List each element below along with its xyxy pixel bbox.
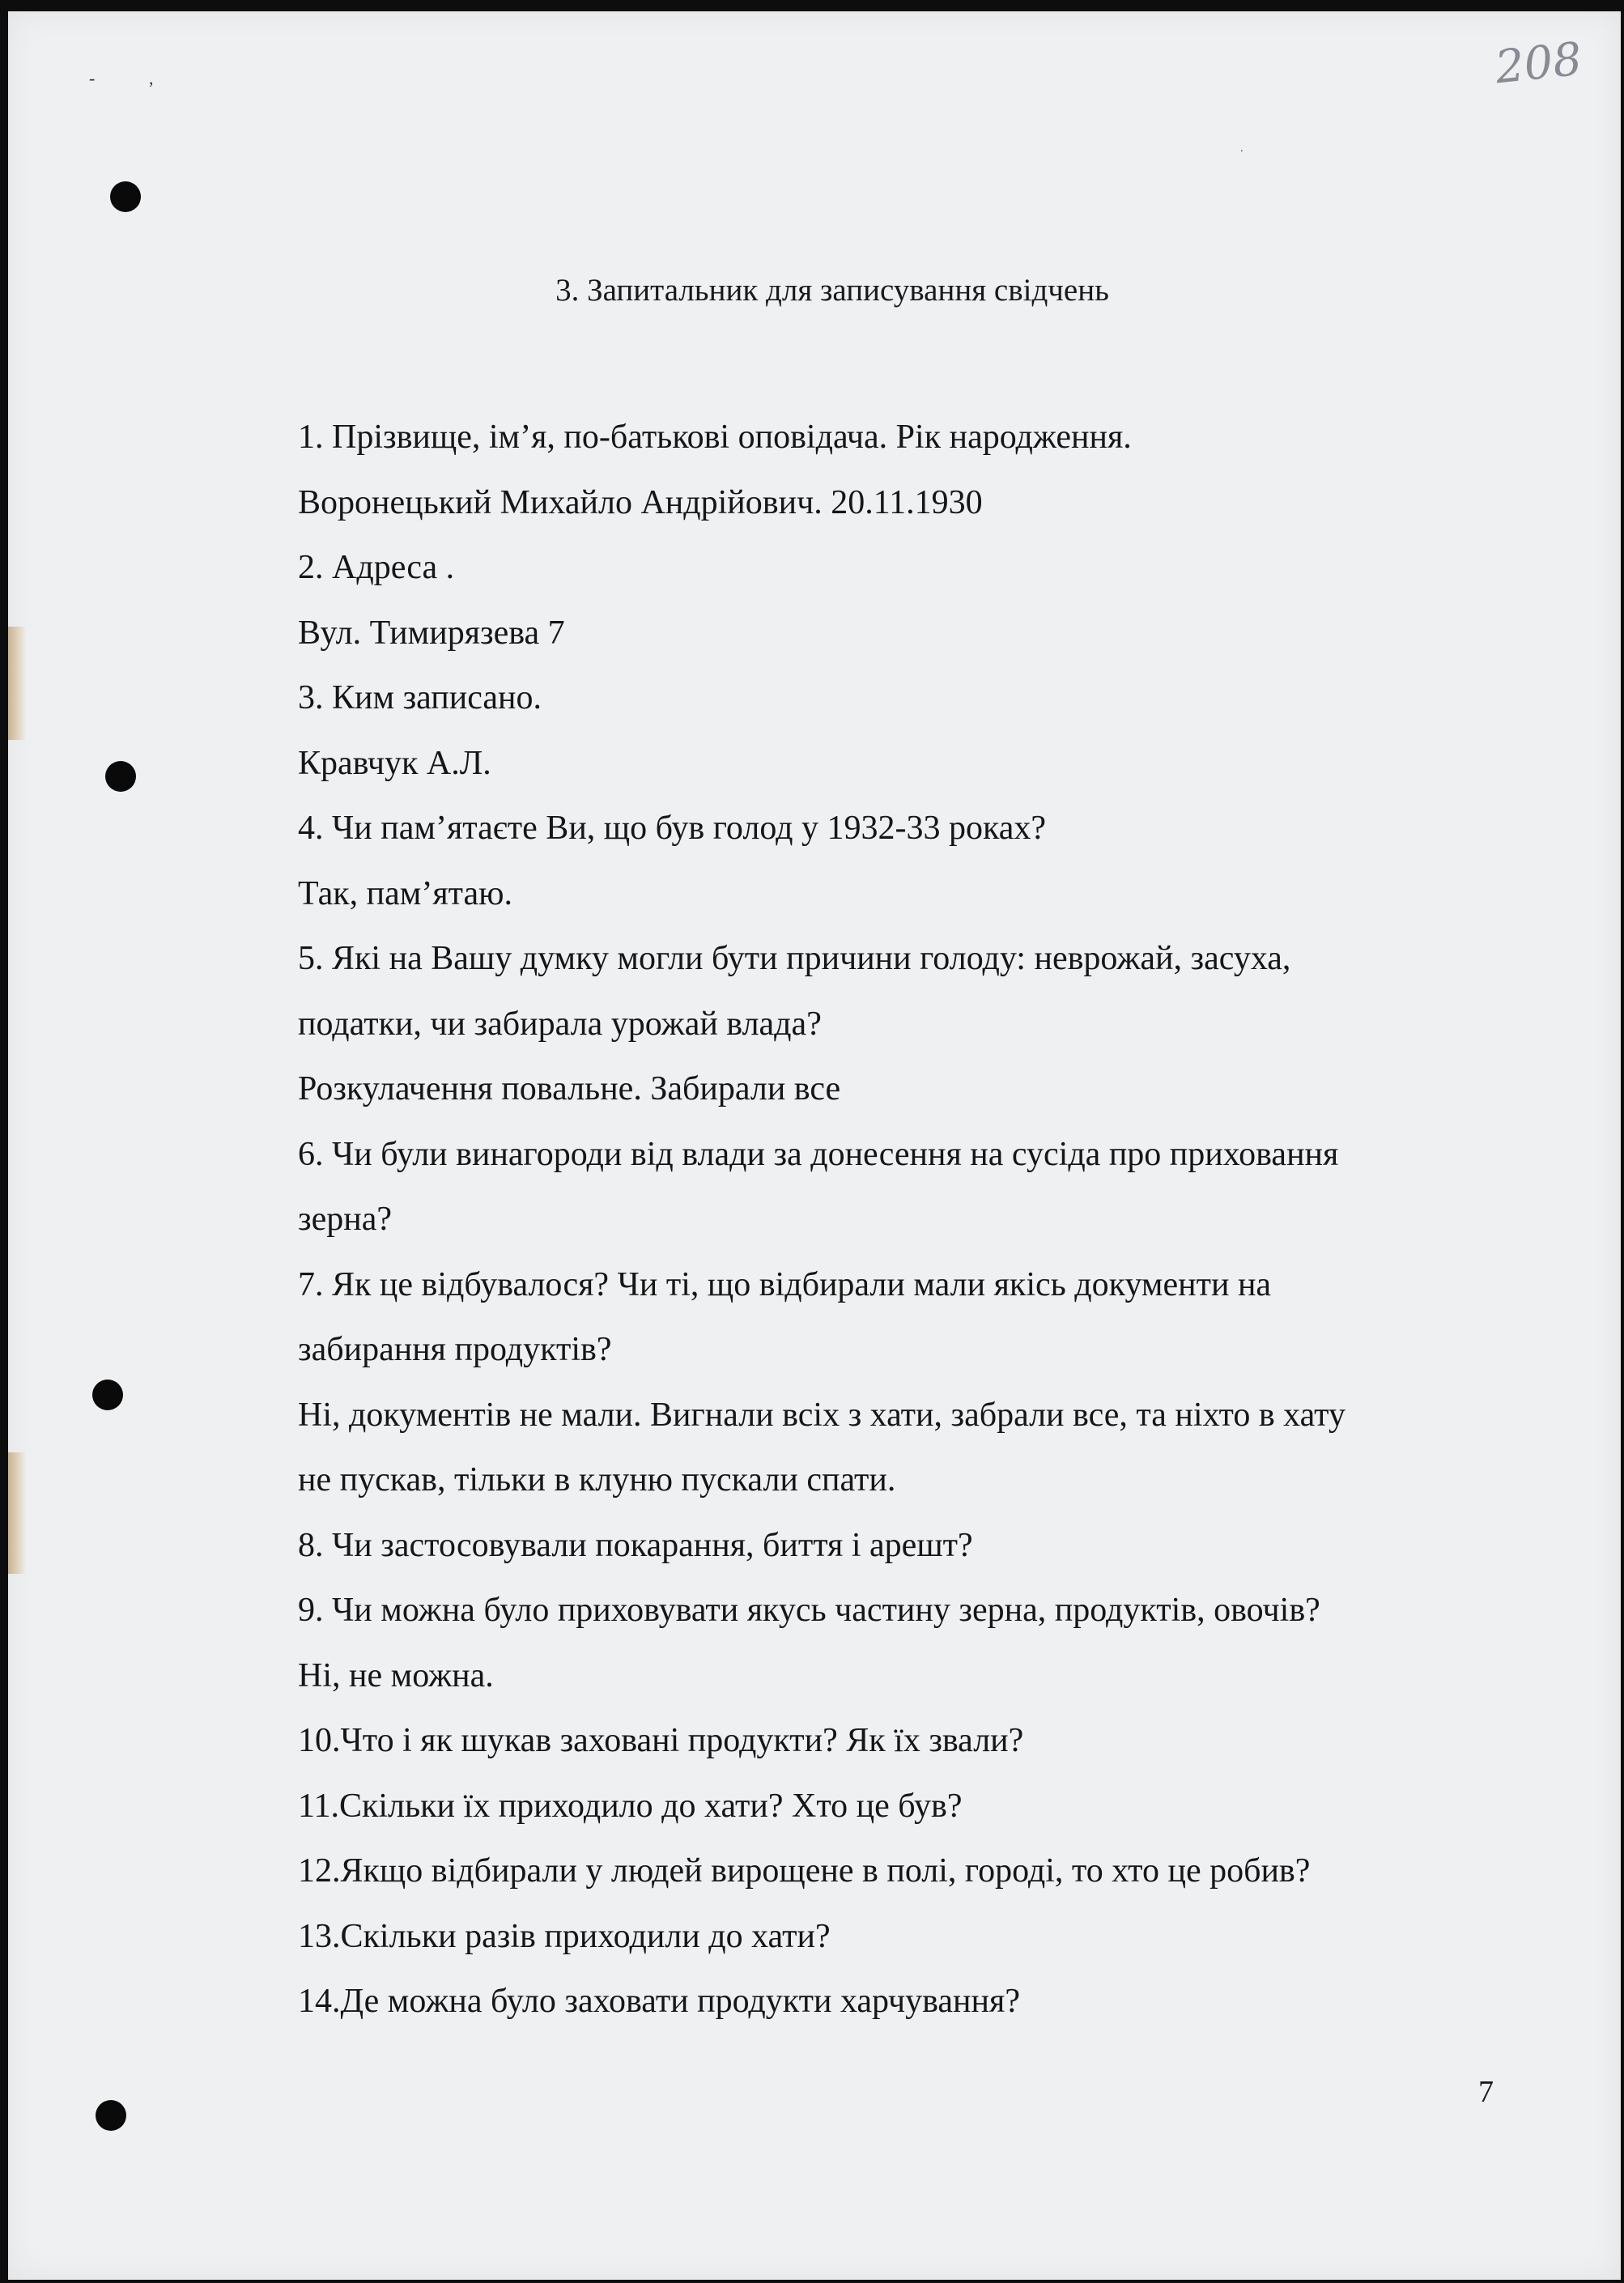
text-line: 8. Чи застосовували покарання, биття і арешт? xyxy=(298,1526,973,1564)
page-number: 7 xyxy=(1478,2075,1494,2109)
punch-hole xyxy=(96,2100,126,2131)
punch-hole xyxy=(92,1380,123,1410)
text-line: Ні, документів не мали. Вигнали всіх з хати, забрали все, та ніхто в хату xyxy=(298,1396,1346,1434)
text-line: 9. Чи можна було приховувати якусь частину зерна, продуктів, овочів? xyxy=(298,1592,1320,1629)
text-line: Розкулачення повальне. Забирали все xyxy=(298,1070,841,1107)
text-line: забирання продуктів? xyxy=(298,1331,612,1368)
text-line: 1. Прізвище, ім’я, по-батькові оповідача. Рік народження. xyxy=(298,419,1132,456)
text-line: 7. Як це відбувалося? Чи ті, що відбирали мали якісь документи на xyxy=(298,1265,1272,1303)
ink-speck: - xyxy=(89,68,96,88)
edge-stain xyxy=(8,627,26,740)
text-line: 2. Адреса . xyxy=(298,549,455,586)
text-line: податки, чи забирала урожай влада? xyxy=(298,1005,822,1043)
text-line: 3. Ким записано. xyxy=(298,679,542,716)
handwritten-page-number: 208 xyxy=(1493,32,1585,95)
text-line: зерна? xyxy=(298,1201,392,1238)
text-line: Так, пам’ятаю. xyxy=(298,874,513,912)
text-line: 13.Скільки разів приходили до хати? xyxy=(298,1917,831,1955)
text-line: не пускав, тільки в клуню пускали спати. xyxy=(298,1461,896,1499)
edge-stain xyxy=(8,1452,26,1574)
punch-hole xyxy=(105,761,136,792)
text-line: Вул. Тимирязева 7 xyxy=(298,614,565,652)
text-line: Воронецький Михайло Андрійович. 20.11.1930 xyxy=(298,483,983,521)
text-line: 11.Скільки їх приходило до хати? Хто це був? xyxy=(298,1787,963,1825)
text-line: 5. Які на Вашу думку могли бути причини голоду: неврожай, засуха, xyxy=(298,940,1291,977)
text-line: 12.Якщо відбирали у людей вирощене в полі, городі, то хто це робив? xyxy=(298,1852,1311,1890)
ink-speck: , xyxy=(149,68,154,88)
text-line: 4. Чи пам’ятаєте Ви, що був голод у 1932-33 роках? xyxy=(298,810,1047,847)
text-line: Ні, не можна. xyxy=(298,1656,494,1694)
punch-hole xyxy=(110,181,141,212)
questionnaire-body xyxy=(298,405,1480,2034)
document-title: 3. Запитальник для записування свідчень xyxy=(555,273,1109,308)
ink-speck: . xyxy=(1240,142,1244,155)
text-line: 10.Что і як шукав заховані продукти? Як їх звали? xyxy=(298,1722,1024,1759)
text-line: Кравчук А.Л. xyxy=(298,744,491,782)
text-line: 14.Де можна було заховати продукти харчування? xyxy=(298,1983,1020,2020)
text-line: 6. Чи були винагороди від влади за донесення на сусіда про приховання xyxy=(298,1135,1339,1173)
